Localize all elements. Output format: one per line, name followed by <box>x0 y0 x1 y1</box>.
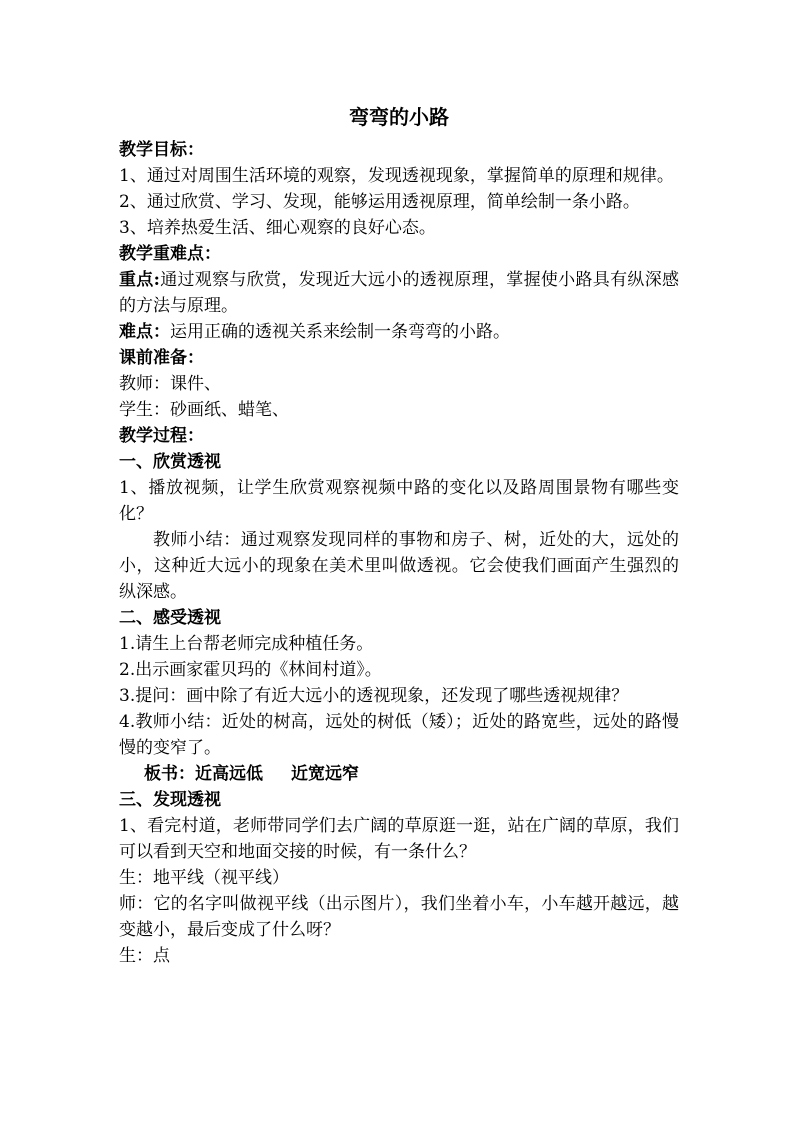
student-answer-2: 生：点 <box>119 946 170 966</box>
prep-teacher: 教师：课件、 <box>119 374 221 394</box>
board-label: 板书：近高远低 <box>144 764 263 784</box>
section2-heading: 二、感受透视 <box>119 608 221 628</box>
goals-heading: 教学目标： <box>119 140 204 160</box>
section1-summary: 教师小结：通过观察发现同样的事物和房子、树，近处的大，远处的小，这种近大远小的现象在美术里叫做透视。它会使我们画面产生强烈的纵深感。 <box>119 530 679 602</box>
teacher-line-1: 师：它的名字叫做视平线（出示图片），我们坐着小车，小车越开越远，越变越小，最后变成了什么呀？ <box>119 894 679 940</box>
document-page <box>119 100 679 969</box>
process-heading: 教学过程： <box>119 426 204 446</box>
key-point-label: 重点: <box>119 270 160 290</box>
key-point <box>119 267 679 319</box>
goal-item-2: 2、通过欣赏、学习、发现，能够运用透视原理，简单绘制一条小路。 <box>119 192 640 212</box>
key-point-text: 通过观察与欣赏，发现近大远小的透视原理，掌握使小路具有纵深感的方法与原理。 <box>119 270 680 316</box>
student-answer-1: 生：地平线（视平线） <box>119 868 289 888</box>
prep-heading: 课前准备： <box>119 348 204 368</box>
section3-item-1: 1、看完村道，老师带同学们去广阔的草原逛一逛，站在广阔的草原，我们可以看到天空和地面交接的时候，有一条什么？ <box>119 816 679 862</box>
difficult-point-label: 难点： <box>119 322 170 342</box>
section1-item-1: 1、播放视频，让学生欣赏观察视频中路的变化以及路周围景物有哪些变化？ <box>119 478 679 524</box>
difficult-point-text: 运用正确的透视关系来绘制一条弯弯的小路。 <box>170 322 510 342</box>
section2-item-3: 3.提问：画中除了有近大远小的透视现象，还发现了哪些透视规律？ <box>119 686 629 706</box>
difficult-point <box>119 319 679 345</box>
goal-item-1: 1、通过对周围生活环境的观察，发现透视现象，掌握简单的原理和规律。 <box>119 166 674 186</box>
section2-item-2: 2.出示画家霍贝玛的《林间村道》。 <box>119 660 382 680</box>
section2-item-1: 1.请生上台帮老师完成种植任务。 <box>119 634 374 654</box>
board-text: 近宽远窄 <box>291 764 359 784</box>
goal-item-3: 3、培养热爱生活、细心观察的良好心态。 <box>119 218 436 238</box>
keypoints-heading: 教学重难点： <box>119 244 221 264</box>
board-notes <box>119 761 679 787</box>
section1-heading: 一、欣赏透视 <box>119 452 221 472</box>
prep-student: 学生：砂画纸、蜡笔、 <box>119 400 289 420</box>
document-title: 弯弯的小路 <box>349 105 449 129</box>
section3-heading: 三、发现透视 <box>119 790 221 810</box>
section2-item-4: 4.教师小结：近处的树高，远处的树低（矮）；近处的路宽些，远处的路慢慢的变窄了。 <box>119 712 679 758</box>
